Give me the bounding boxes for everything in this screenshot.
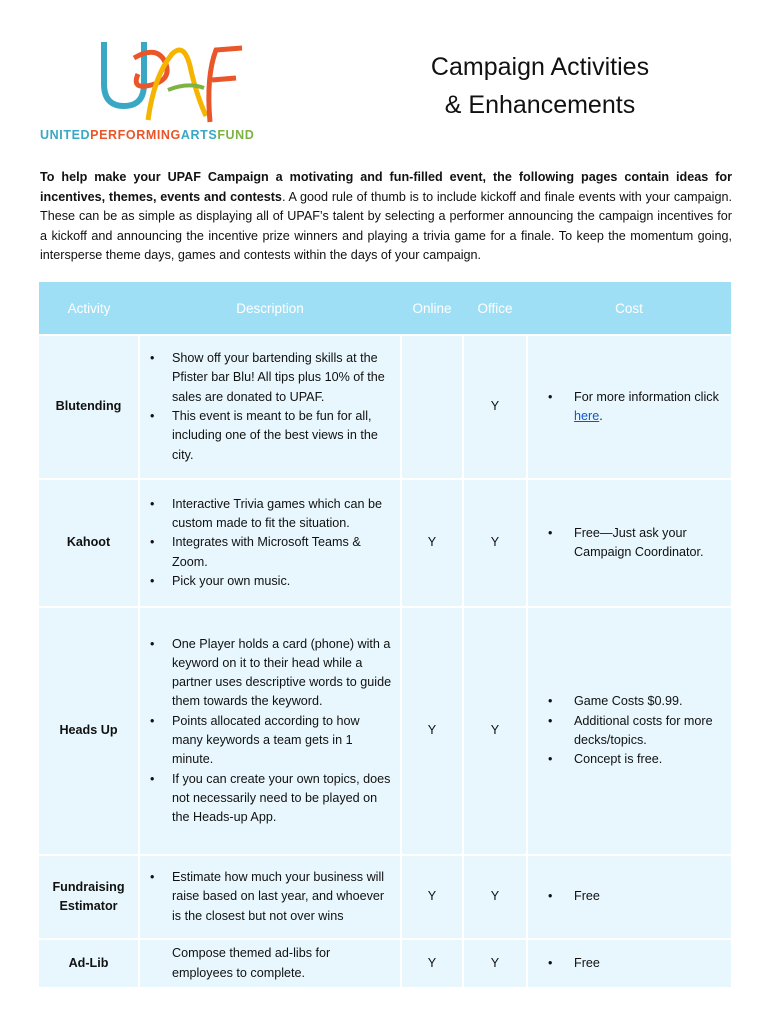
- list-item: • Additional costs for more decks/topics.: [548, 713, 713, 747]
- table-row: [39, 479, 731, 607]
- list-item: • Free: [548, 955, 600, 970]
- description-cell: [139, 855, 401, 939]
- table-header-row: [39, 282, 731, 335]
- online-cell: [401, 335, 463, 479]
- cost-cell: [527, 855, 731, 939]
- online-cell: Y: [401, 479, 463, 607]
- header-description: Description: [139, 282, 401, 335]
- page-title: [400, 48, 680, 124]
- cost-cell: [527, 939, 731, 987]
- description-cell: [139, 335, 401, 479]
- office-cell: Y: [463, 939, 527, 987]
- upaf-logo: [40, 36, 300, 146]
- upaf-logo-text: UNITEDPERFORMINGARTSFUND: [40, 128, 255, 142]
- office-cell: Y: [463, 607, 527, 855]
- activity-cell: Heads Up: [39, 607, 139, 855]
- list-item: • Interactive Trivia games which can be custom made to fit the situation.: [150, 496, 382, 531]
- cost-cell: [527, 607, 731, 855]
- list-item: • Game Costs $0.99.: [548, 694, 683, 709]
- header-cost: Cost: [527, 282, 731, 335]
- more-info-link[interactable]: here: [574, 409, 600, 423]
- list-item: • Pick your own music.: [150, 573, 291, 588]
- list-item: • For more information click here.: [548, 389, 719, 423]
- table-row: [39, 939, 731, 987]
- title-line-2: & Enhancements: [444, 91, 636, 119]
- header-activity: Activity: [39, 282, 139, 335]
- cost-cell: [527, 479, 731, 607]
- intro-rest: . A good rule of thumb is to include kickoff and finale events with your campaign. These can be as simple as displaying all of UPAF’s talent by selecting a performer announcing the campaign incentives for a kickoff and announcing the incentive prize winners and playing a trivia game for a finale. To keep the momentum going, intersperse theme days, games and contests within the days of your campaign.: [40, 189, 732, 262]
- list-item: • Free—Just ask your Campaign Coordinator.: [548, 525, 704, 559]
- list-item: • Points allocated according to how many keywords a team gets in 1 minute.: [150, 713, 360, 767]
- table-row: [39, 607, 731, 855]
- list-item: • Concept is free.: [548, 752, 663, 767]
- title-line-1: Campaign Activities: [430, 53, 650, 81]
- table-row: [39, 335, 731, 479]
- online-cell: Y: [401, 855, 463, 939]
- activity-cell: Kahoot: [39, 479, 139, 607]
- cost-cell: [527, 335, 731, 479]
- table-row: [39, 855, 731, 939]
- list-item: • Show off your bartending skills at the Pfister bar Blu! All tips plus 10% of the sales are donated to UPAF.: [150, 351, 385, 404]
- list-item: • Integrates with Microsoft Teams & Zoom.: [150, 535, 361, 569]
- intro-paragraph: [40, 168, 732, 266]
- online-cell: Y: [401, 607, 463, 855]
- activity-cell: Ad-Lib: [39, 939, 139, 987]
- description-cell: [139, 479, 401, 607]
- office-cell: Y: [463, 335, 527, 479]
- description-cell: Compose themed ad-libs for employees to complete.: [139, 939, 401, 987]
- activity-cell: Fundraising Estimator: [39, 855, 139, 939]
- description-cell: [139, 607, 401, 855]
- online-cell: Y: [401, 939, 463, 987]
- header-office: Office: [463, 282, 527, 335]
- list-item: • Estimate how much your business will raise based on last year, and whoever is the closest but not over wins: [150, 870, 385, 923]
- office-cell: Y: [463, 855, 527, 939]
- upaf-logo-mark: [98, 36, 248, 126]
- activity-cell: Blutending: [39, 335, 139, 479]
- intro-bold: To help make your UPAF Campaign a motivating and fun-filled event, the following pages contain ideas for incentives, themes, events and contests: [40, 170, 732, 204]
- list-item: • Free: [548, 889, 600, 904]
- office-cell: Y: [463, 479, 527, 607]
- activities-table: [39, 282, 731, 987]
- list-item: • If you can create your own topics, does not necessarily need to be played on the Heads-up App.: [150, 771, 391, 825]
- list-item: • One Player holds a card (phone) with a keyword on it to their head while a partner uses descriptive words to guide them towards the keyword.: [150, 636, 392, 709]
- header-online: Online: [401, 282, 463, 335]
- list-item: • This event is meant to be fun for all, including one of the best views in the city.: [150, 409, 378, 462]
